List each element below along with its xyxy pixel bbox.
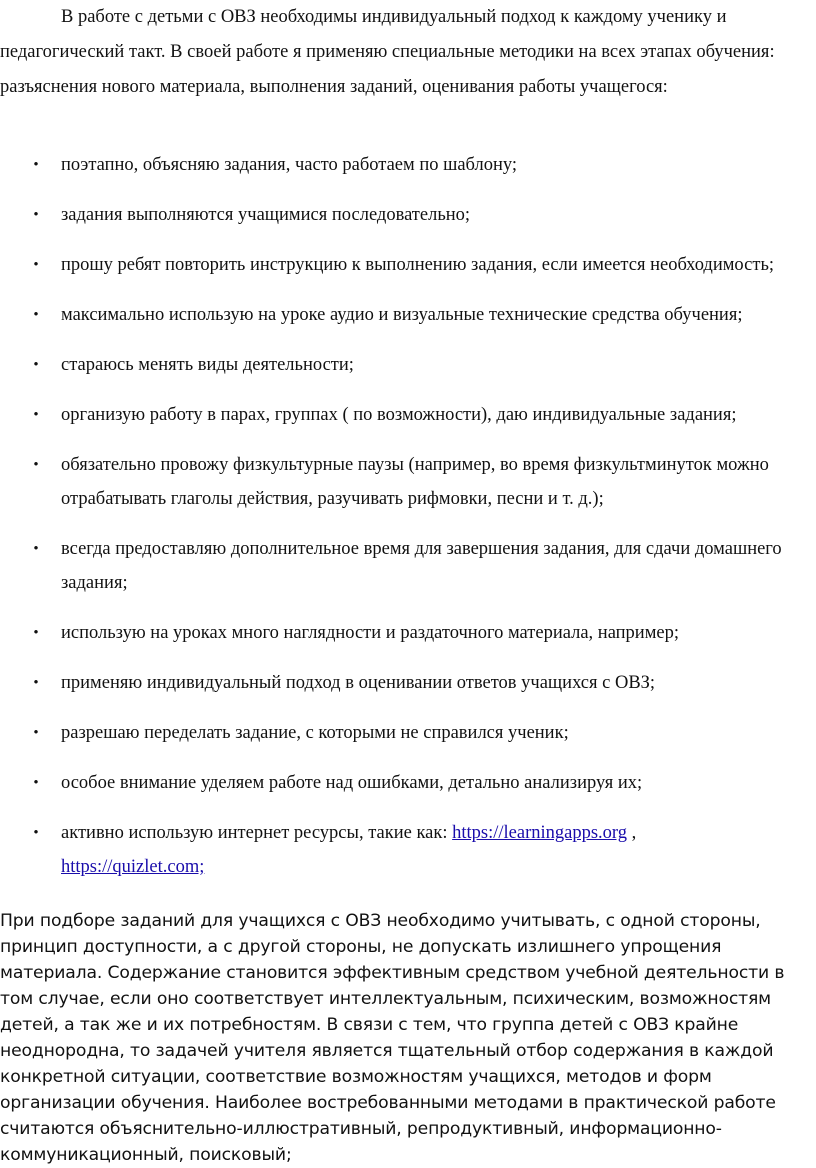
list-item-text: стараюсь менять виды деятельности; — [61, 355, 354, 375]
link-separator: , — [627, 823, 637, 843]
list-item — [0, 448, 816, 516]
list-item — [0, 766, 816, 800]
list-item — [0, 716, 816, 750]
list-item-text: использую на уроках много наглядности и раздаточного материала, например; — [61, 623, 680, 643]
bullet-icon: • — [33, 541, 39, 557]
bullet-icon: • — [33, 457, 39, 473]
list-item-text: максимально использую на уроке аудио и визуальные технические средства обучения; — [61, 305, 743, 325]
list-item-resources — [0, 816, 816, 884]
list-item-text: особое внимание уделяем работе над ошибками, детально анализируя их; — [61, 773, 643, 793]
list-item-text: прошу ребят повторить инструкцию к выполнению задания, если имеется необходимость; — [61, 255, 775, 275]
bullet-icon: • — [33, 625, 39, 641]
list-item — [0, 248, 816, 282]
bullet-icon: • — [33, 357, 39, 373]
methods-list — [0, 148, 816, 900]
list-item — [0, 198, 816, 232]
list-item-text: всегда предоставляю дополнительное время для завершения задания, для сдачи домашнего задания; — [61, 539, 782, 593]
list-item — [0, 298, 816, 332]
quizlet-link[interactable]: https://quizlet.com; — [61, 857, 205, 877]
list-item-text: активно использую интернет ресурсы, такие как: — [61, 823, 453, 843]
list-item-text: применяю индивидуальный подход в оценивании ответов учащихся с ОВЗ; — [61, 673, 656, 693]
bullet-icon: • — [33, 725, 39, 741]
list-item — [0, 398, 816, 432]
bullet-icon: • — [33, 675, 39, 691]
bullet-icon: • — [33, 825, 39, 841]
list-item — [0, 348, 816, 382]
list-item-text: поэтапно, объясняю задания, часто работаем по шаблону; — [61, 155, 518, 175]
bullet-icon: • — [33, 257, 39, 273]
bullet-icon: • — [33, 207, 39, 223]
list-item — [0, 532, 816, 600]
learningapps-link[interactable]: https://learningapps.org — [452, 823, 627, 843]
list-item — [0, 666, 816, 700]
outro-paragraph: При подборе заданий для учащихся с ОВЗ необходимо учитывать, с одной стороны, принцип доступности, а с другой стороны, не допускать излишнего упрощения материала. Содержание становится эффективным средством учебной деятельности в том случае, если оно соответствует интеллектуальным, психическим, возможностям детей, а так же и их потребностям. В связи с тем, что группа детей с ОВЗ крайне неоднородна, то задачей учителя является тщательный отбор содержания в каждой конкретной ситуации, соответствие возможностям учащихся, методов и форм организации обучения. Наиболее востребованными методами в практической работе считаются объяснительно-иллюстративный, репродуктивный, информационно-коммуникационный, поисковый; — [0, 911, 785, 1165]
intro-paragraph: В работе с детьми с ОВЗ необходимы индивидуальный подход к каждому ученику и педагогический такт. В своей работе я применяю специальные методики на всех этапах обучения: разъяснения нового материала, выполнения заданий, оценивания работы учащегося: — [0, 7, 775, 97]
list-item — [0, 616, 816, 650]
list-item — [0, 148, 816, 182]
list-item-text: задания выполняются учащимися последовательно; — [61, 205, 471, 225]
list-item-text: организую работу в парах, группах ( по возможности), даю индивидуальные задания; — [61, 405, 737, 425]
bullet-icon: • — [33, 775, 39, 791]
bullet-icon: • — [33, 307, 39, 323]
bullet-icon: • — [33, 157, 39, 173]
list-item-text: разрешаю переделать задание, с которыми не справился ученик; — [61, 723, 569, 743]
list-item-text: обязательно провожу физкультурные паузы (например, во время физкультминуток можно отрабатывать глаголы действия, разучивать рифмовки, песни и т. д.); — [61, 455, 769, 509]
bullet-icon: • — [33, 407, 39, 423]
